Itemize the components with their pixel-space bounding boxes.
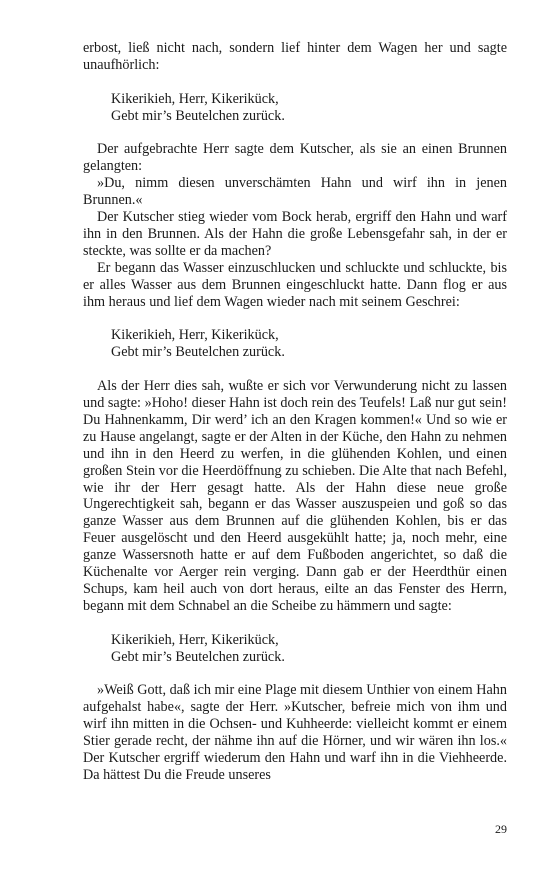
paragraph: Als der Herr dies sah, wußte er sich vor Verwunderung nicht zu lassen und sagte: »Hoho! dieser Hahn ist doch rein des Teufels! Laß nur gut sein! Du Hahnenkamm, Dir werd’ ich an den Kragen kommen!« Und so wie er zu Hause angelangt, sagte er der Alten in der Küche, den Hahn zu nehmen und ihn in den Heerd zu werfen, in die glühenden Kohlen, und einen großen Stein vor die Heerdöffnung zu schieben. Die Alte that nach Befehl, wie ihr der Herr gesagt hatte. Als der Hahn diese neue große Ungerechtigkeit sah, begann er das Wasser auszuspeien und goß so das ganze Wasser aus dem Brunnen auf die glühenden Kohlen, bis er das Feuer ausgelöscht und den Heerd ausgekühlt hatte; ja, noch mehr, eine ganze Wassersnoth hatte er auf dem Fußboden angerichtet, so daß die Küchenalte vor Aerger rein verging. Dann gab er der Heerdthür einen Schups, kam heil auch von dort heraus, eilte an das Fenster des Herrn, begann mit dem Schnabel an die Scheibe zu hämmern und sagte: — [83, 378, 507, 614]
verse-line: Kikerikieh, Herr, Kikerikück, — [111, 631, 279, 648]
verse-block — [83, 327, 507, 361]
verse-line: Gebt mir’s Beutelchen zurück. — [111, 344, 285, 361]
verse-block — [83, 91, 507, 125]
paragraph: »Weiß Gott, daß ich mir eine Plage mit diesem Unthier von einem Hahn aufgehalst habe«, sagte der Herr. »Kutscher, befreie mich von ihm und wirf ihn mitten in die Ochsen- und Kuhheerde: vielleicht kommt er einem Stier gerade recht, der nähme ihn auf die Hörner, und wir wären ihn los.« Der Kutscher ergriff wiederum den Hahn und warf ihn in die Viehheerde. Da hättest Du die Freude unseres — [83, 682, 507, 783]
paragraph: Der aufgebrachte Herr sagte dem Kutscher, als sie an einen Brunnen gelangten: — [83, 141, 507, 175]
spacer — [83, 310, 507, 327]
page-number: 29 — [495, 822, 507, 836]
verse-line: Kikerikieh, Herr, Kikerikück, — [111, 327, 279, 344]
spacer — [83, 74, 507, 91]
verse-block — [83, 632, 507, 666]
verse-line: Kikerikieh, Herr, Kikerikück, — [111, 90, 279, 107]
spacer — [83, 665, 507, 682]
paragraph: Der Kutscher stieg wieder vom Bock herab, ergriff den Hahn und warf ihn in den Brunnen. Als der Hahn die große Lebensgefahr sah, in der er steckte, was sollte er da machen? — [83, 209, 507, 259]
body-text — [83, 40, 507, 784]
paragraph: »Du, nimm diesen unverschämten Hahn und wirf ihn in jenen Brunnen.« — [83, 175, 507, 209]
spacer — [83, 361, 507, 378]
spacer — [83, 615, 507, 632]
paragraph: erbost, ließ nicht nach, sondern lief hinter dem Wagen her und sagte unaufhörlich: — [83, 40, 507, 73]
spacer — [83, 125, 507, 142]
verse-line: Gebt mir’s Beutelchen zurück. — [111, 107, 285, 124]
paragraph: Er begann das Wasser einzuschlucken und schluckte und schluckte, bis er alles Wasser aus dem Brunnen eingeschluckt hatte. Dann flog er aus ihm heraus und lief dem Wagen wieder nach mit seinem Geschrei: — [83, 259, 507, 310]
verse-line: Gebt mir’s Beutelchen zurück. — [111, 648, 285, 665]
